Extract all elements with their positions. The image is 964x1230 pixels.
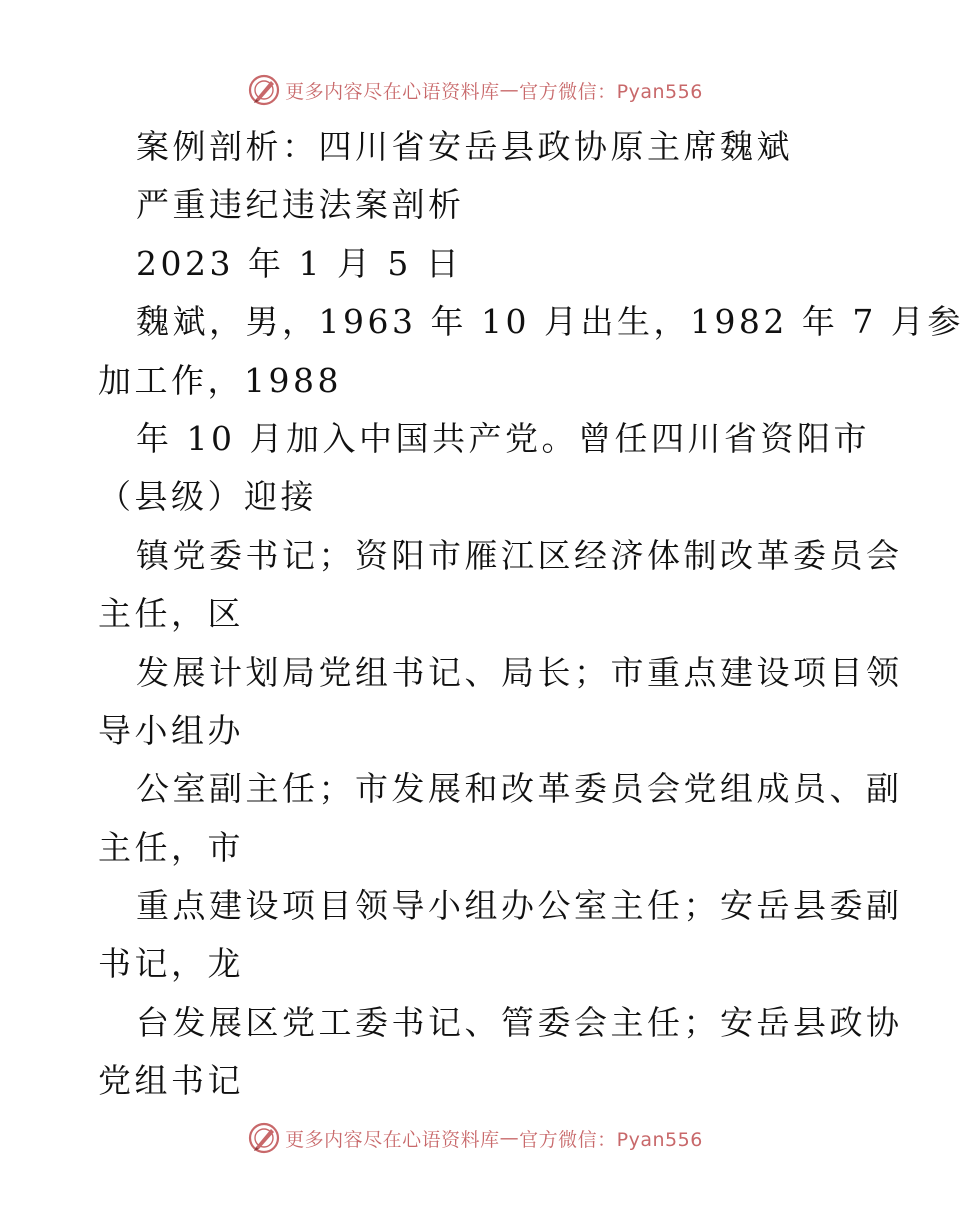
text-line: 2023 年 1 月 5 日 [136, 243, 463, 283]
header-site-text: 更多内容尽在心语资料库 [285, 80, 500, 103]
footer-site-text: 更多内容尽在心语资料库 [285, 1128, 500, 1151]
header-watermark [0, 70, 950, 110]
header-separator: — [499, 79, 520, 101]
footer-separator: — [499, 1127, 520, 1149]
footer-watermark [0, 1118, 950, 1158]
document-body [98, 118, 964, 1111]
text-line: 导小组办 [98, 710, 244, 750]
text-line: 镇党委书记；资阳市雁江区经济体制改革委员会 [136, 535, 903, 575]
text-line: 重点建设项目领导小组办公室主任；安岳县委副 [136, 886, 903, 926]
footer-wechat-text: 官方微信：Pyan556 [519, 1128, 703, 1151]
text-line: 书记，龙 [98, 944, 244, 984]
text-line: 主任，区 [98, 594, 244, 634]
pen-logo-icon [247, 1121, 281, 1155]
pen-logo-icon [247, 73, 281, 107]
text-line: 加工作，1988 [98, 360, 342, 400]
text-line: （县级）迎接 [98, 477, 317, 517]
text-line: 发展计划局党组书记、局长；市重点建设项目领 [136, 652, 903, 692]
text-line: 年 10 月加入中国共产党。曾任四川省资阳市 [136, 418, 870, 458]
text-line: 案例剖析：四川省安岳县政协原主席魏斌 [136, 127, 793, 166]
text-line: 主任，市 [98, 827, 244, 867]
header-wechat-text: 官方微信：Pyan556 [519, 80, 703, 103]
text-line: 台发展区党工委书记、管委会主任；安岳县政协 [136, 1002, 903, 1042]
text-line: 严重违纪违法案剖析 [136, 185, 465, 225]
text-line: 公室副主任；市发展和改革委员会党组成员、副 [136, 769, 903, 809]
text-line: 党组书记 [98, 1061, 244, 1101]
text-line: 魏斌，男，1963 年 10 月出生，1982 年 7 月参 [136, 302, 964, 342]
